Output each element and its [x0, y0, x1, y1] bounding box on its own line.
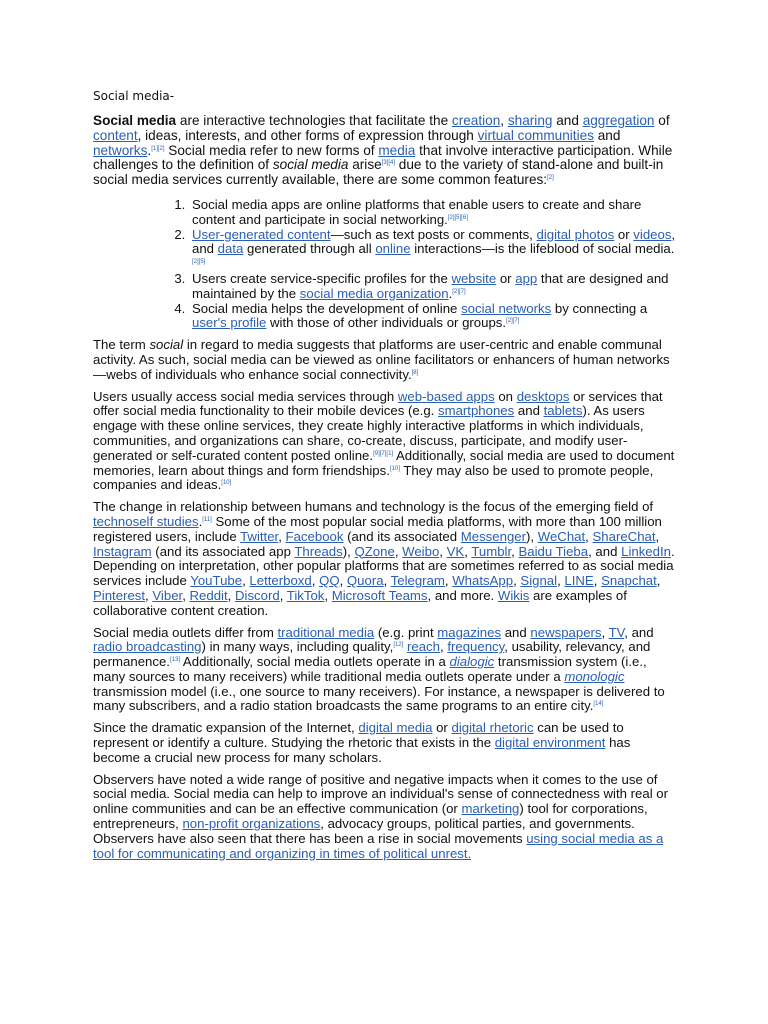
text-run: , [242, 573, 250, 589]
feature-item [189, 272, 678, 302]
text-run: —such as text posts or comments, [330, 226, 537, 242]
text-run: of [654, 113, 670, 128]
text-run: Users usually access social media services through [93, 388, 398, 404]
inline-link[interactable]: WhatsApp [452, 573, 514, 589]
text-run: . Depending on interpretation, other popular platforms that are sometimes referred to as social media services include [93, 543, 675, 589]
text-run: , [383, 573, 391, 589]
text-run: interactions—is the lifeblood of social media. [410, 241, 675, 257]
inline-link[interactable]: non-profit organizations [182, 816, 321, 832]
inline-link[interactable]: QQ [319, 573, 340, 589]
feature-item [189, 198, 678, 228]
inline-link[interactable]: technoself studies [93, 513, 199, 529]
text-run: ) in many ways, including quality, [201, 639, 394, 655]
text-run: Additionally, social media are used to document memories, learn about things and form friendships. [93, 447, 675, 478]
inline-link[interactable]: Letterboxd [249, 573, 312, 589]
text-run: , [655, 528, 660, 544]
text-run: , [440, 639, 448, 655]
inline-link[interactable]: digital photos [536, 226, 615, 242]
text-run: or services that offer social media functionality to their mobile devices (e.g. [93, 388, 663, 419]
citation-link[interactable]: [8] [411, 369, 419, 376]
text-run: has become a crucial new process for many scholars. [93, 735, 631, 765]
inline-link[interactable]: ShareChat [592, 528, 656, 544]
text-run: , and more. [427, 587, 498, 603]
inline-link[interactable]: QZone [354, 543, 395, 559]
inline-link[interactable]: networks [93, 142, 148, 158]
body-paragraph [93, 626, 678, 715]
inline-link[interactable]: Signal [520, 573, 558, 589]
text-run: arise [348, 157, 382, 173]
inline-link[interactable]: dialogic [449, 654, 495, 670]
text-run: , ideas, interests, and other forms of expression through [137, 127, 478, 143]
text-run: , and [588, 543, 622, 559]
inline-link[interactable]: VK [446, 543, 465, 559]
inline-link[interactable]: traditional media [277, 624, 375, 640]
text-run: , [585, 528, 593, 544]
text-run: Observers have noted a wide range of positive and negative impacts when it comes to the use of social media. Social media can help to improve an individual's sense of connectedness with real or online communities and can be an effective communication (or [93, 771, 669, 817]
inline-link[interactable]: digital environment [494, 735, 606, 751]
inline-link[interactable]: Discord [234, 587, 280, 603]
text-run: generated through all [243, 241, 376, 257]
inline-link[interactable]: Telegram [390, 573, 445, 589]
text-run: or [432, 720, 452, 736]
text-run: , [145, 587, 153, 603]
text-run: , [339, 573, 347, 589]
citation-link[interactable]: [3][4] [381, 160, 396, 167]
text-run: , [464, 543, 472, 559]
inline-link[interactable]: WeChat [537, 528, 586, 544]
inline-link[interactable]: Facebook [285, 528, 344, 544]
citation-link[interactable]: [1][2] [151, 145, 165, 152]
text-run: that involve interactive participation. While challenges to the definition of [93, 142, 673, 173]
citation-link[interactable]: [2][5] [192, 259, 206, 266]
text-run: , [278, 528, 286, 544]
text-run: , [439, 543, 447, 559]
text-run: on [494, 388, 517, 404]
body-paragraph [93, 390, 678, 494]
inline-link[interactable]: LinkedIn [621, 543, 671, 559]
inline-link[interactable]: Weibo [402, 543, 440, 559]
text-run: , [500, 113, 508, 128]
text-run: by connecting a [551, 300, 648, 316]
text-run: Social media refer to new forms of [164, 142, 379, 158]
text-run: , [227, 587, 235, 603]
citation-link[interactable]: [12] [393, 642, 404, 649]
citation-link[interactable]: [2][5][6] [447, 214, 468, 221]
text-run: ) tool for corporations, entrepreneurs, [93, 801, 648, 832]
inline-link[interactable]: User-generated content [192, 226, 331, 242]
text-run: and [593, 127, 621, 143]
inline-link[interactable]: Twitter [240, 528, 279, 544]
inline-link[interactable]: digital media [358, 720, 433, 736]
inline-link[interactable]: TV [608, 624, 625, 640]
text-run: (e.g. print [374, 624, 438, 640]
body-paragraph [93, 773, 678, 862]
citation-link[interactable]: [2][7] [452, 288, 466, 295]
inline-link[interactable]: web-based apps [397, 388, 495, 404]
text-run: are interactive technologies that facilitate the [176, 113, 452, 128]
inline-link[interactable]: smartphones [438, 403, 515, 419]
inline-link[interactable]: Quora [346, 573, 384, 589]
citation-link[interactable]: [13] [169, 657, 180, 664]
inline-link[interactable]: virtual communities [477, 127, 594, 143]
text-run: , [513, 573, 521, 589]
citation-link[interactable]: [2][7] [506, 318, 520, 325]
document-content [93, 114, 678, 868]
inline-link[interactable]: online [375, 241, 411, 257]
text-run: due to the variety of stand-alone and built-in social media services currently available, there are some common features: [93, 157, 664, 188]
text-run: Since the dramatic expansion of the Internet, [93, 720, 359, 736]
citation-link[interactable]: [9][7][1] [373, 450, 394, 457]
inline-link[interactable]: radio broadcasting [93, 639, 202, 655]
text-run: , [557, 573, 565, 589]
inline-link[interactable]: social media organization [299, 285, 449, 301]
citation-link[interactable]: [14] [593, 701, 604, 708]
text-run: with those of other individuals or groups. [266, 315, 507, 331]
inline-link[interactable]: LINE [564, 573, 594, 589]
text-run: can be used to represent or identify a culture. Studying the rhetoric that exists in the [93, 720, 624, 751]
inline-link[interactable]: magazines [437, 624, 502, 640]
text-run: , [182, 587, 190, 603]
text-run: Social media apps are online platforms that enable users to create and share content and participate in social networking. [192, 196, 642, 227]
text-run: , [601, 624, 609, 640]
features-list [93, 198, 678, 331]
text-run: , [593, 573, 602, 589]
text-run: The term [93, 337, 150, 353]
text-run: ). As users engage with these online services, they create highly interactive platforms in which individuals, communities, and organizations can share, co-create, discuss, participate, and modify user-generated or self-curated content posted online. [93, 403, 645, 463]
text-run: They may also be used to promote people, companies and ideas. [93, 462, 654, 493]
text-run: , [511, 543, 519, 559]
inline-link[interactable]: website [451, 270, 497, 286]
inline-link[interactable]: media [378, 142, 416, 158]
inline-link[interactable]: videos [633, 226, 672, 242]
inline-link[interactable]: Tumblr [471, 543, 512, 559]
inline-link[interactable]: creation [451, 113, 501, 128]
text-run: , [656, 573, 661, 589]
text-run: (and its associated [343, 528, 461, 544]
inline-link[interactable]: Viber [152, 587, 183, 603]
text-run: transmission model (i.e., one source to many receivers). For instance, a newspaper is delivered to many subscribers, and a radio station broadcasts the same programs to an entire city. [93, 683, 665, 714]
bold-term: Social media [93, 113, 177, 128]
text-run: that are designed and maintained by the [192, 270, 669, 301]
text-run: . [448, 285, 453, 301]
text-run: , usability, relevancy, and permanence. [93, 639, 651, 670]
inline-link[interactable]: Snapchat [601, 573, 657, 589]
inline-link[interactable]: app [515, 270, 538, 286]
text-run: , and [192, 226, 676, 257]
text-run: , [279, 587, 287, 603]
text-run: , and [624, 624, 654, 640]
inline-link[interactable]: desktops [516, 388, 570, 404]
text-run: , [324, 587, 332, 603]
feature-item [189, 228, 678, 272]
inline-link[interactable]: Threads [294, 543, 343, 559]
text-run: Social media helps the development of online [192, 300, 462, 316]
inline-link[interactable]: monologic [564, 668, 625, 684]
citation-link[interactable]: [2] [547, 175, 554, 182]
inline-link[interactable]: Wikis [497, 587, 530, 603]
text-run: The change in relationship between humans and technology is the focus of the emerging field of [93, 499, 654, 515]
text-run: and [552, 113, 583, 128]
inline-link[interactable]: sharing [507, 113, 553, 128]
body-paragraph [93, 721, 678, 765]
citation-link[interactable]: [10] [389, 465, 400, 472]
inline-link[interactable]: Pinterest [93, 587, 146, 603]
inline-link[interactable]: digital rhetoric [451, 720, 534, 736]
intro-paragraph [93, 114, 678, 188]
document-heading: Social media- [93, 89, 175, 103]
inline-link[interactable]: marketing [461, 801, 520, 817]
text-run: or [614, 226, 634, 242]
text-run: Social media outlets differ from [93, 624, 278, 640]
inline-link[interactable]: content [93, 127, 138, 143]
body-paragraph [93, 500, 678, 618]
text-run: (and its associated app [151, 543, 295, 559]
text-run: . [198, 513, 203, 529]
inline-link[interactable]: using social media as a tool for communicating and organizing in times of political unrest. [93, 830, 664, 861]
inline-link[interactable]: frequency [447, 639, 505, 655]
inline-link[interactable]: Instagram [93, 543, 152, 559]
text-run: transmission system (i.e., many sources to many receivers) while traditional media outlets operate under a [93, 654, 647, 684]
citation-link[interactable]: [10] [221, 480, 232, 487]
text-run: or [496, 270, 516, 286]
text-run: , [394, 543, 403, 559]
text-run: , [444, 573, 453, 589]
text-run: , advocacy groups, political parties, and governments. Observers have also seen that there has been a rise in social movements [93, 816, 635, 846]
text-run: ), [526, 528, 538, 544]
text-run: in regard to media suggests that platforms are user-centric and enable communal activity. As such, social media can be viewed as online facilitators or enhancers of human networks—webs of individuals who enhance social connectivity. [93, 337, 670, 382]
inline-link[interactable]: TikTok [286, 587, 325, 603]
text-run: Some of the most popular social media platforms, with more than 100 million registered users, include [93, 513, 662, 544]
text-run: , [311, 573, 320, 589]
text-run: and [514, 403, 544, 419]
inline-link[interactable]: Baidu Tieba [518, 543, 589, 559]
inline-link[interactable]: Reddit [189, 587, 228, 603]
text-run: social media [272, 157, 349, 173]
text-run: . [147, 142, 152, 158]
text-run: social [149, 337, 184, 353]
text-run: and [501, 624, 531, 640]
inline-link[interactable]: social networks [461, 300, 552, 316]
citation-link[interactable]: [11] [202, 516, 212, 523]
text-run: Additionally, social media outlets operate in a [180, 654, 450, 670]
inline-link[interactable]: reach [407, 639, 440, 655]
inline-link[interactable]: tablets [543, 403, 583, 419]
body-paragraph [93, 338, 678, 382]
inline-link[interactable]: aggregation [582, 113, 655, 128]
inline-link[interactable]: Microsoft Teams [331, 587, 428, 603]
inline-link[interactable]: YouTube [190, 573, 243, 589]
feature-item [189, 302, 678, 332]
inline-link[interactable]: newspapers [530, 624, 602, 640]
inline-link[interactable]: user's profile [192, 315, 267, 331]
text-run: Users create service-specific profiles for the [192, 270, 452, 286]
text-run: are examples of collaborative content creation. [93, 587, 627, 618]
text-run: ), [342, 543, 355, 559]
inline-link[interactable]: data [217, 241, 244, 257]
inline-link[interactable]: Messenger [460, 528, 527, 544]
